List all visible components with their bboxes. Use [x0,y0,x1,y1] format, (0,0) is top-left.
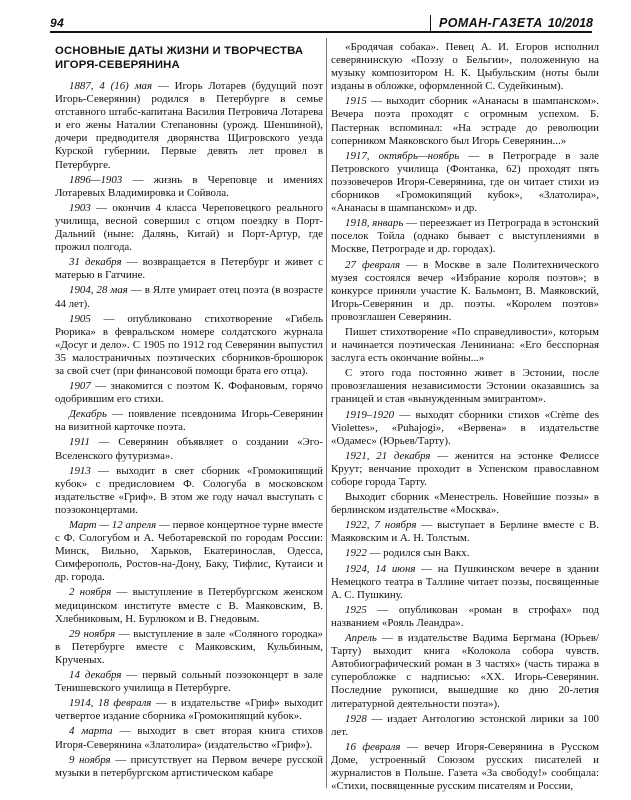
chronology-entry [331,95,599,147]
right-column [331,41,599,793]
chronology-entry [331,713,599,739]
header-rule [50,31,592,33]
entry-text: «Бродячая собака». Певец А. И. Егоров исполнил северянинскую «Поэзу о Бельгии», положенную на музыку композитором Н. К. Цыбульским (ноты были изданы в обложке, оформленной С. Судейкиным). [331,41,599,93]
entry-text: — выходит в свет вторая книга стихов Игоря-Северянина «Златолира» (издательство «Гриф»). [55,725,323,751]
entry-text: — окончив 4 класса Череповецкого реального училища, весной совершил с отцом поездку в Порт-Дальний (ныне: Далянь, Китай) и Порт-Артур, где прожил полгода. [55,201,323,254]
chronology-entry [331,741,599,793]
entry-text: С этого года постоянно живет в Эстонии, после провозглашения независимости Эстонии оказавшись за границей и став «вынужденным эмигрантом». [331,367,599,406]
entry-date: 1903 [69,201,91,214]
chronology-entry [331,563,599,602]
entry-date: 1921, 21 декабря [345,449,431,462]
entry-text: — вечер Игоря-Северянина в Русском Доме, устроенный Союзом русских писателей и журналистов в Польше. Газета «За свободу!» сообщала: «Стихи, посвященные русским писателям и России, [331,740,600,793]
chronology-entry [331,409,599,448]
entry-date: 1907 [69,380,91,393]
right-entries [331,41,599,793]
chronology-entry [55,586,323,625]
entry-text: — выступление в зале «Соляного городка» в Петербурге вместе с Маяковским, Кульбиным, Крученых. [55,627,323,666]
chronology-entry [55,725,323,751]
entry-date: 1904, 28 мая [69,284,128,297]
chronology-entry [331,259,599,324]
entry-date: 9 ноября [69,753,111,766]
entry-date: 16 февраля [345,740,401,753]
entry-text: — возвращается в Петербург и живет с матерью в Гатчине. [55,256,323,282]
column-divider [326,38,327,788]
chronology-entry [55,408,323,434]
entry-text: — издает Антологию эстонской лирики за 100 лет. [331,712,599,738]
entry-date: 1922, 7 ноября [345,519,417,532]
chronology-entry [331,604,599,630]
chronology-entry [55,174,323,200]
chronology-entry [55,754,323,780]
chronology-entry [331,519,599,545]
publication-name: РОМАН-ГАЗЕТА [439,16,543,30]
entry-date: 1918, январь [345,217,404,230]
entry-date: 1919–1920 [345,408,395,421]
entry-date: Декабрь [69,408,107,421]
chronology-entry [331,547,599,560]
entry-date: 1922 [345,547,367,560]
page-number: 94 [50,16,65,30]
left-entries [55,80,323,780]
chronology-entry [331,150,599,215]
entry-text: — выступление в Петербургском женском медицинском институте вместе с В. Маяковским, В. Хлебниковым, Н. Бурлюком и В. Гнедовым. [55,586,323,625]
chronology-entry [55,628,323,667]
chronology-entry [55,465,323,517]
entry-text: — присутствует на Первом вечере русской музыки в петербургском артистическом кабаре [55,753,323,779]
entry-text: — в издательстве Вадима Бергмана (Юрьев/Тарту) выходит книга «Колокола собора чувств. Автобиографический роман в 3 частях» (часть тиража в суперобложке с надписью: «ХХ. Игорь-Северянин. Последние рукописи, вышедшие ко дню 20-летия литературной деятельности поэта»). [331,632,599,710]
entry-text: — выступает в Берлине вместе с В. Маяковским и А. Н. Толстым. [331,519,599,545]
entry-text: Выходит сборник «Менестрель. Новейшие поэзы» в берлинском издательстве «Москва». [331,491,599,517]
chronology-entry [55,202,323,254]
entry-date: 1887, 4 (16) мая [69,80,153,92]
chronology-entry [55,436,323,462]
entry-date: 27 февраля [345,258,401,271]
entry-text: — в Ялте умирает отец поэта (в возрасте 44 лет). [55,284,323,310]
entry-text: — выходят сборники стихов «Crème des Violettes», «Puhajogi», «Вервена» в издательстве «Одамес» (Юрьев/Тарту). [331,408,599,447]
entry-date: 1914, 18 февраля [69,697,152,710]
chronology-entry [331,450,599,489]
entry-text: — знакомится с поэтом К. Фофановым, горячо одобрившим его стихи. [55,380,323,406]
chronology-entry [331,41,599,93]
entry-text: — появление псевдонима Игорь-Северянин на визитной карточке поэта. [55,408,323,434]
entry-date: 1915 [345,95,367,108]
entry-date: 1896—1903 [69,173,123,186]
entry-date: 29 ноября [69,627,116,640]
entry-date: Март — 12 апреля [69,519,157,531]
entry-text: — опубликован «роман в строфах» под названием «Рояль Леандра». [331,603,599,629]
chronology-entry [331,632,599,711]
entry-date: 1911 [69,436,90,449]
issue-number: 10/2018 [547,16,593,30]
entry-date: 1913 [69,464,91,477]
left-column [55,40,323,780]
chronology-entry [55,669,323,695]
entry-date: 2 ноября [69,586,112,599]
entry-text: — на Пушкинском вечере в здании Немецкого театра в Таллине читает поэзы, посвященные А. С. Пушкину. [331,562,599,601]
entry-date: Апрель [345,632,377,645]
chronology-entry [331,326,599,365]
chronology-entry [331,217,599,256]
entry-text: — переезжает из Петрограда в эстонский поселок Тойла (однако бывает с выступлениями в Москве, Петрограде и др. городах). [331,217,599,256]
chronology-entry [55,80,323,172]
entry-date: 4 марта [69,725,113,738]
chronology-entry [331,491,599,517]
chronology-entry [55,519,323,584]
chronology-entry [55,256,323,282]
entry-date: 1925 [345,603,367,616]
entry-text: — родился сын Вакх. [366,547,470,560]
chronology-entry [55,284,323,310]
entry-text: — первый сольный поэзоконцерт в зале Тенишевского училища в Петербурге. [55,669,323,695]
publication-box [430,15,593,32]
entry-text: — первое концертное турне вместе с Ф. Сологубом и А. Чеботаревской по городам России: Минск, Вильно, Харьков, Екатеринослав, Одесса, Симферополь, Ростов-на-Дону, Баку, Тифлис, Кутаиси и др. города. [55,519,323,584]
chronology-entry [331,367,599,406]
page-header [50,10,592,32]
entry-text: — в Москве в зале Политехнического музея состоялся вечер «Избрание короля поэтов»; в конкурсе приняли участие К. Бальмонт, В. Маяковский, Игорь-Северянин и др. поэты. «Королем поэтов» провозглашен Северянин. [331,258,600,323]
entry-text: — в издательстве «Гриф» выходит четвертое издание сборника «Громокипящий кубок». [55,697,323,723]
entry-date: 14 декабря [69,669,122,682]
article-title: ОСНОВНЫЕ ДАТЫ ЖИЗНИ И ТВОРЧЕСТВА ИГОРЯ-СЕВЕРЯНИНА [55,45,304,71]
entry-text: — Игорь Лотарев (будущий поэт Игорь-Северянин) родился в Петербурге в семье отставного штабс-капитана Василия Петровича Лотарева и его жены Наталии Степановны (урожд. Шеншиной), дочери предводителя дворянства Щигровского уезда Курской губернии. Первые девять лет провел в Петербурге. [55,80,323,171]
entry-text: Пишет стихотворение «По справедливости», которым и начинается поэтическая Лениниана: «Его бесспорная заслуга есть окончание войны...» [331,325,599,365]
entry-text: — в Петрограде в зале Петровского училища (Фонтанка, 62) проходят пять поэзовечеров Игоря-Северянина, где он читает стихи из сборников «Громокипящий кубок», «Златолира», «Ананасы в шампанском» и др. [331,149,599,215]
entry-text: — женится на эстонке Фелиссе Круут; венчание проходит в Успенском православном соборе города Тарту. [331,449,599,488]
chronology-entry [55,380,323,406]
entry-date: 31 декабря [69,256,122,269]
entry-text: — опубликовано стихотворение «Гибель Рюрика» в февральском номере солдатского журнала «Досуг и дело». С 1905 по 1912 год Северянин выпустил 35 малостраничных поэтических сборников-брошюрок за свой счет (при финансовой помощи брата его отца). [55,312,323,377]
entry-text: — Северянин объявляет о создании «Эго-Вселенского футуризма». [55,436,323,462]
entry-date: 1924, 14 июня [345,562,416,575]
entry-text: — выходит в свет сборник «Громокипящий кубок» с предисловием Ф. Сологуба в московском издательстве «Гриф». В этом же году начал выступать с поэзоконцертами. [55,464,323,516]
entry-text: — выходит сборник «Ананасы в шампанском». Вечера поэта проходят с огромным успехом. Б. Пастернак вспоминал: «На эстраде до революции соперником Маяковского был Игорь Северянин...» [331,95,599,147]
entry-text: — жизнь в Череповце и имениях Лотаревых Владимировка и Сойвола. [55,173,323,199]
entry-date: 1917, октябрь—ноябрь [345,149,460,162]
entry-date: 1928 [345,712,367,725]
chronology-entry [55,313,323,378]
entry-date: 1905 [69,312,91,325]
chronology-entry [55,697,323,723]
